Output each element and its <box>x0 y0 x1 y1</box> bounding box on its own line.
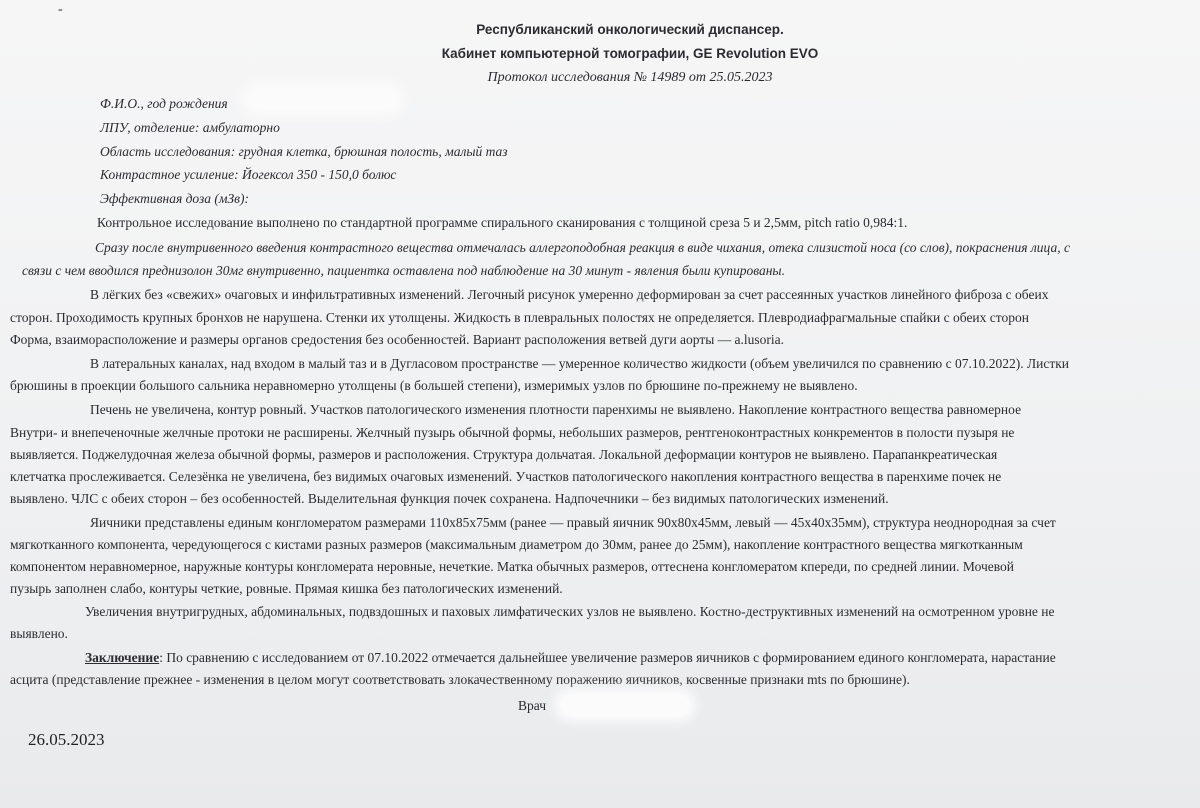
text-line: выявлено. ЧЛС с обеих сторон – без особенностей. Выделительная функция почек сохранена. Надпочечники – без видимых патологических изменений. <box>10 491 889 506</box>
department-title: Кабинет компьютерной томографии, GE Revolution EVO <box>441 46 819 61</box>
date-stamp: 26.05.2023 <box>28 730 105 749</box>
text-line: сторон. Проходимость крупных бронхов не нарушена. Стенки их утолщены. Жидкость в плевральных полостях не определяется. Плевродиафрагмальные спайки с обеих сторон <box>10 310 1029 325</box>
field-lpu: ЛПУ, отделение: амбулаторно <box>100 120 280 135</box>
conclusion-line <box>85 650 1056 666</box>
text-line: В лёгких без «свежих» очаговых и инфильтративных изменений. Легочный рисунок умеренно деформирован за счет рассеянных участков линейного фиброза с обеих <box>90 287 1049 302</box>
field-contrast: Контрастное усиление: Йогексол 350 - 150,0 болюс <box>100 167 397 182</box>
text-line: Печень не увеличена, контур ровный. Участков патологического изменения плотности паренхимы не выявлено. Накопление контрастного вещества равномерное <box>90 402 1022 417</box>
text-line: Внутри- и внепеченочные желчные протоки не расширены. Желчный пузырь обычной формы, небольших размеров, рентгеноконтрастных конкрементов в полости пузыря не <box>10 425 1015 440</box>
field-area: Область исследования: грудная клетка, брюшная полость, малый таз <box>100 144 508 159</box>
redacted-doctor <box>560 694 690 716</box>
field-fio: Ф.И.О., год рождения <box>100 96 228 111</box>
conclusion-line: асцита (представление прежнее - изменения в целом могут соответствовать злокачественному поражению яичников, косвенные признаки mts по брюшине). <box>10 672 910 687</box>
text-line: компонентом неравномерное, наружные контуры конгломерата неровные, нечеткие. Матка обычных размеров, оттеснена конгломератом кпереди, по средней линии. Мочевой <box>10 559 1015 574</box>
text-line: клетчатка прослеживается. Селезёнка не увеличена, без видимых очаговых изменений. Участков патологического накопления контрастного вещества в паренхиме почек не <box>10 469 1002 484</box>
institution-title: Республиканский онкологический диспансер. <box>476 22 784 37</box>
text-line: выявляется. Поджелудочная железа обычной формы, размеров и расположения. Структура дольчатая. Локальной деформации контуров не выявлено. Парапанкреатическая <box>10 447 998 462</box>
text-line: Сразу после внутривенного введения контрастного вещества отмечалась аллергоподобная реакция в виде чихания, отека слизистой носа (со слов), покраснения лица, с <box>95 240 1070 255</box>
text-line: брюшины в проекции большого сальника неравномерно утолщены (в большей степени), измеримых узлов по брюшине по-прежнему не выявлено. <box>10 378 858 393</box>
protocol-number: Протокол исследования № 14989 от 25.05.2023 <box>487 70 773 85</box>
text-line: Контрольное исследование выполнено по стандартной программе спирального сканирования с толщиной среза 5 и 2,5мм, pitch ratio 0,984:1. <box>97 215 908 230</box>
text-line: Увеличения внутригрудных, абдоминальных, подвздошных и паховых лимфатических узлов не выявлено. Костно-деструктивных изменений на осмотренном уровне не <box>85 604 1055 619</box>
doctor-label: Врач <box>518 698 546 713</box>
text-line: Яичники представлены единым конгломератом размерами 110х85х75мм (ранее — правый яичник 90х80х45мм, левый — 45х40х35мм), структура неоднородная за счет <box>90 515 1056 530</box>
field-dose: Эффективная доза (мЗв): <box>100 191 250 206</box>
conclusion-text: : По сравнению с исследованием от 07.10.2022 отмечается дальнейшее увеличение размеров яичников с формированием единого конгломерата, нарастание <box>159 650 1056 665</box>
text-line: пузырь заполнен слабо, контуры четкие, ровные. Прямая кишка без патологических изменений. <box>10 581 563 596</box>
text-line: мягкотканного компонента, чередующегося с кистами разных размеров (максимальным диаметром до 30мм, ранее до 25мм), накопление контрастного вещества мягкотканным <box>10 537 1023 552</box>
text-line: выявлено. <box>10 626 68 641</box>
corner-mark: - <box>58 2 63 17</box>
text-line: Форма, взаиморасположение и размеры органов средостения без особенностей. Вариант расположения ветвей дуги аорты — a.lusoria. <box>10 332 785 347</box>
conclusion-label: Заключение <box>85 650 160 665</box>
redacted-name <box>248 88 398 110</box>
text-line: связи с чем вводился преднизолон 30мг внутривенно, пациентка оставлена под наблюдение на 30 минут - явления были купированы. <box>22 263 785 278</box>
text-line: В латеральных каналах, над входом в малый таз и в Дугласовом пространстве — умеренное количество жидкости (объем увеличился по сравнению с 07.10.2022). Листки <box>90 356 1070 371</box>
